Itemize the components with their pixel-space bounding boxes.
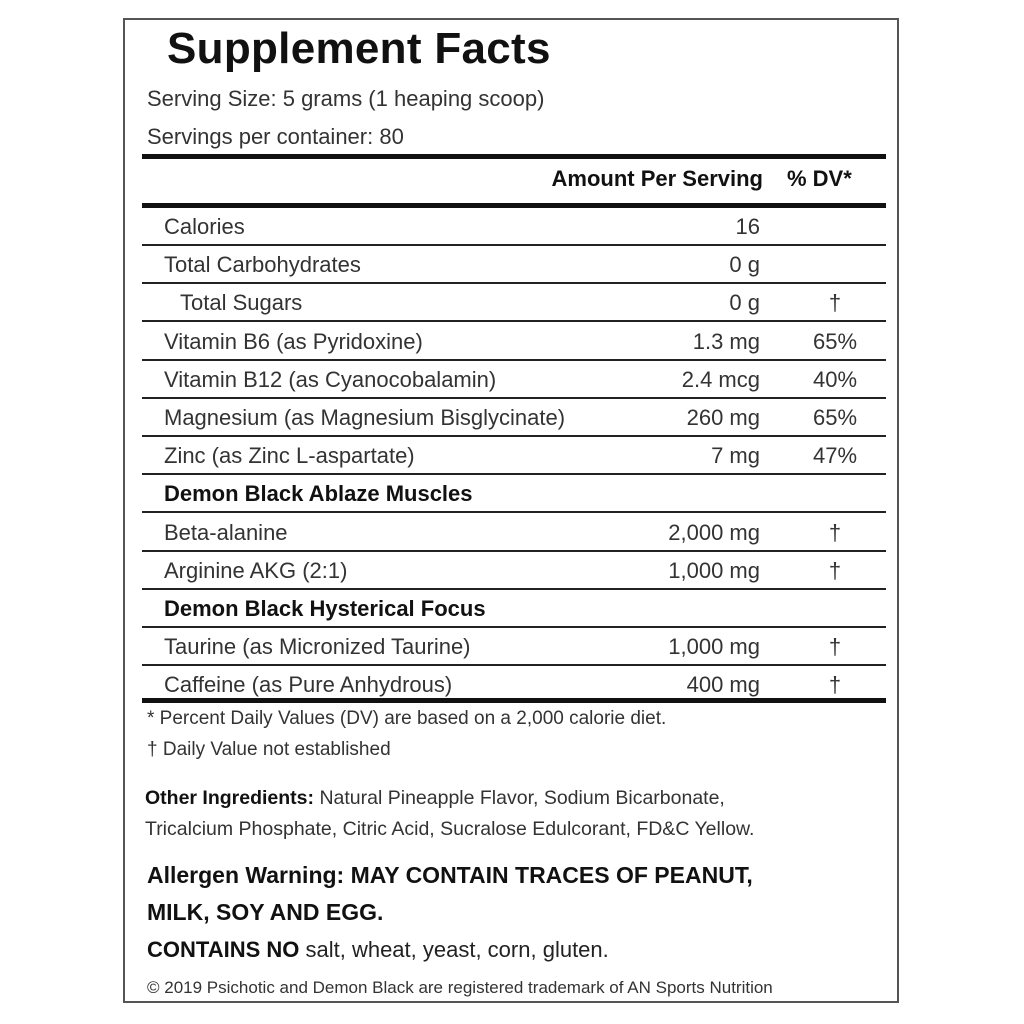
nutrient-amount: 1,000 mg bbox=[668, 557, 760, 583]
contains-no-text: salt, wheat, yeast, corn, gluten. bbox=[299, 937, 609, 962]
other-ingredients-text1: Natural Pineapple Flavor, Sodium Bicarbonate, bbox=[314, 787, 725, 809]
table-row bbox=[142, 323, 886, 361]
nutrient-amount: 0 g bbox=[729, 252, 760, 278]
nutrient-name: Beta-alanine bbox=[164, 519, 288, 545]
nutrient-amount: 400 mg bbox=[686, 672, 760, 698]
nutrient-amount: 2,000 mg bbox=[668, 519, 760, 545]
contains-no-line bbox=[147, 937, 609, 963]
dv-header: % DV* bbox=[787, 166, 852, 191]
nutrient-dv: 40% bbox=[812, 366, 858, 392]
nutrient-dv: 65% bbox=[812, 328, 858, 354]
table-row bbox=[142, 246, 886, 284]
table-row bbox=[142, 628, 886, 666]
nutrient-dv: 65% bbox=[812, 405, 858, 430]
bottom-thick-rule bbox=[142, 698, 886, 703]
nutrient-name: Demon Black Hysterical Focus bbox=[164, 596, 486, 621]
nutrient-amount: 1,000 mg bbox=[668, 634, 760, 660]
supplement-facts-panel bbox=[123, 18, 899, 1003]
table-row bbox=[142, 361, 886, 399]
nutrient-name: Demon Black Ablaze Muscles bbox=[164, 481, 473, 507]
nutrient-name: Total Carbohydrates bbox=[164, 252, 361, 278]
table-row bbox=[142, 208, 886, 246]
table-row bbox=[142, 399, 886, 437]
footnote-dagger: † Daily Value not established bbox=[147, 739, 391, 760]
section-header-row bbox=[142, 475, 886, 513]
nutrient-name: Vitamin B6 (as Pyridoxine) bbox=[164, 328, 423, 354]
nutrient-dv: † bbox=[828, 519, 842, 545]
contains-no-label: CONTAINS NO bbox=[147, 937, 300, 962]
footnote-dv: * Percent Daily Values (DV) are based on a 2,000 calorie diet. bbox=[147, 708, 667, 729]
nutrient-name: Total Sugars bbox=[180, 290, 303, 316]
other-ingredients-label: Other Ingredients: bbox=[145, 787, 315, 809]
nutrient-amount: 1.3 mg bbox=[692, 328, 760, 354]
nutrient-name: Zinc (as Zinc L-aspartate) bbox=[164, 443, 415, 469]
serving-size: Serving Size: 5 grams (1 heaping scoop) bbox=[147, 86, 545, 111]
nutrient-dv: 47% bbox=[812, 443, 858, 469]
servings-per-container: Servings per container: 80 bbox=[147, 124, 404, 149]
copyright-notice: © 2019 Psichotic and Demon Black are registered trademark of AN Sports Nutrition bbox=[147, 978, 773, 997]
section-header-row bbox=[142, 590, 886, 628]
nutrient-name: Vitamin B12 (as Cyanocobalamin) bbox=[164, 366, 497, 392]
nutrient-name: Calories bbox=[164, 214, 245, 239]
table-row bbox=[142, 437, 886, 475]
top-thick-rule bbox=[142, 154, 886, 159]
nutrient-dv: † bbox=[828, 290, 842, 316]
nutrient-amount: 2.4 mcg bbox=[681, 366, 760, 392]
nutrient-dv: † bbox=[828, 557, 842, 583]
nutrient-name: Caffeine (as Pure Anhydrous) bbox=[164, 672, 453, 698]
nutrient-name: Arginine AKG (2:1) bbox=[164, 557, 348, 583]
table-row bbox=[142, 552, 886, 590]
panel-title: Supplement Facts bbox=[167, 24, 551, 73]
table-row bbox=[142, 514, 886, 552]
nutrient-amount: 16 bbox=[735, 214, 760, 239]
nutrient-amount: 260 mg bbox=[686, 405, 760, 430]
nutrient-name: Taurine (as Micronized Taurine) bbox=[164, 634, 471, 660]
nutrient-dv: † bbox=[828, 634, 842, 660]
table-row bbox=[142, 284, 886, 322]
amount-per-serving-header: Amount Per Serving bbox=[551, 166, 763, 191]
other-ingredients-line1 bbox=[145, 787, 725, 810]
nutrient-amount: 0 g bbox=[729, 290, 760, 316]
nutrient-amount: 7 mg bbox=[711, 443, 760, 469]
other-ingredients-line2: Tricalcium Phosphate, Citric Acid, Sucralose Edulcorant, FD&C Yellow. bbox=[145, 818, 755, 840]
allergen-warning-line1: Allergen Warning: MAY CONTAIN TRACES OF PEANUT, bbox=[147, 862, 753, 888]
allergen-warning-line2: MILK, SOY AND EGG. bbox=[147, 899, 384, 925]
nutrient-name: Magnesium (as Magnesium Bisglycinate) bbox=[164, 405, 566, 430]
nutrient-dv: † bbox=[828, 672, 842, 698]
